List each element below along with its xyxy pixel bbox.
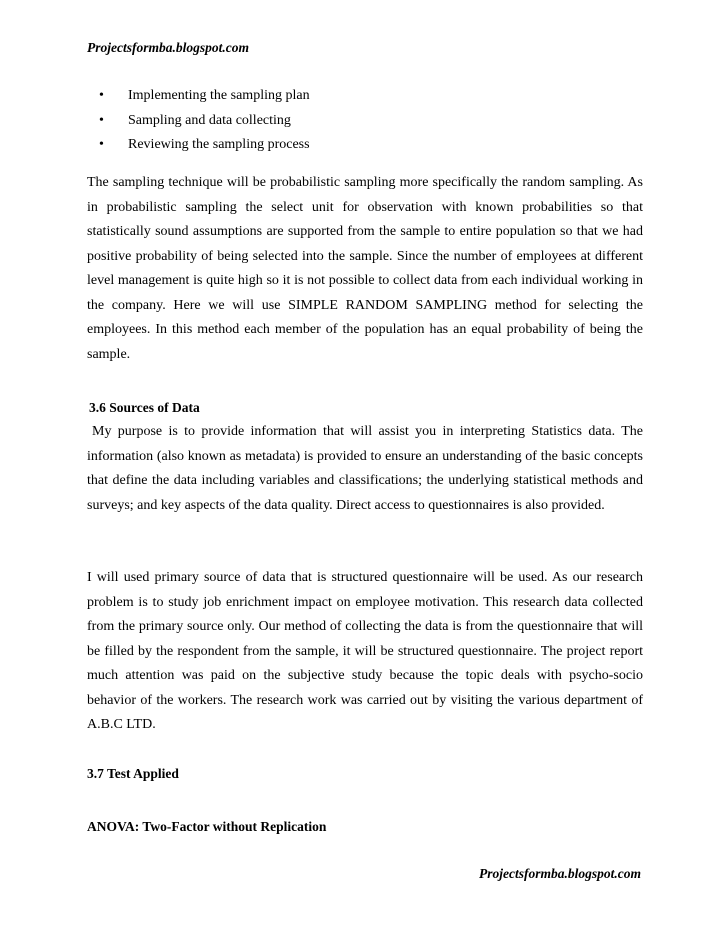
list-item — [87, 84, 643, 109]
page-header: Projectsformba.blogspot.com — [87, 40, 249, 55]
bullet-icon: • — [99, 88, 104, 103]
page-footer: Projectsformba.blogspot.com — [479, 866, 641, 881]
bullet-text: Sampling and data collecting — [128, 112, 291, 128]
sources-paragraph-2: I will used primary source of data that is structured questionnaire will be used. As our research problem is to study job enrichment impact on employee motivation. This research data collected from the primary source only. Our method of collecting the data is from the questionnaire that will be filled by the respondent from the sample, it will be structured questionnaire. The project report much attention was paid on the subjective study because the topic deals with psycho-socio behavior of the workers. The research work was carried out by visiting the various department of A.B.C LTD. — [87, 570, 643, 732]
anova-subheading: ANOVA: Two-Factor without Replication — [87, 819, 327, 834]
process-bullet-list — [87, 84, 643, 158]
bullet-text: Implementing the sampling plan — [128, 88, 310, 103]
sampling-paragraph: The sampling technique will be probabilistic sampling more specifically the random sampling. As in probabilistic sampling the select unit for observation with known probabilities so that statistically sound assumptions are supported from the sample to entire population so that we had positive probability of being selected into the sample. Since the number of employees at different level management is quite high so it is not possible to collect data from each individual working in the company. Here we will use SIMPLE RANDOM SAMPLING method for selecting the employees. In this method each member of the population has an equal probability of being the sample. — [87, 175, 643, 362]
bullet-icon: • — [99, 137, 104, 152]
bullet-text: Reviewing the sampling process — [128, 137, 310, 152]
list-item — [87, 133, 643, 158]
sources-paragraph-1: My purpose is to provide information that will assist you in interpreting Statistics data. The information (also known as metadata) is provided to ensure an understanding of the basic concepts that define the data including variables and classifications; the underlying statistical methods and surveys; and key aspects of the data quality. Direct access to questionnaires is also provided. — [87, 424, 643, 513]
bullet-icon: • — [99, 112, 104, 128]
list-item — [87, 109, 643, 134]
section-3-6-heading: 3.6 Sources of Data — [89, 400, 200, 415]
section-3-7-heading: 3.7 Test Applied — [87, 766, 179, 781]
